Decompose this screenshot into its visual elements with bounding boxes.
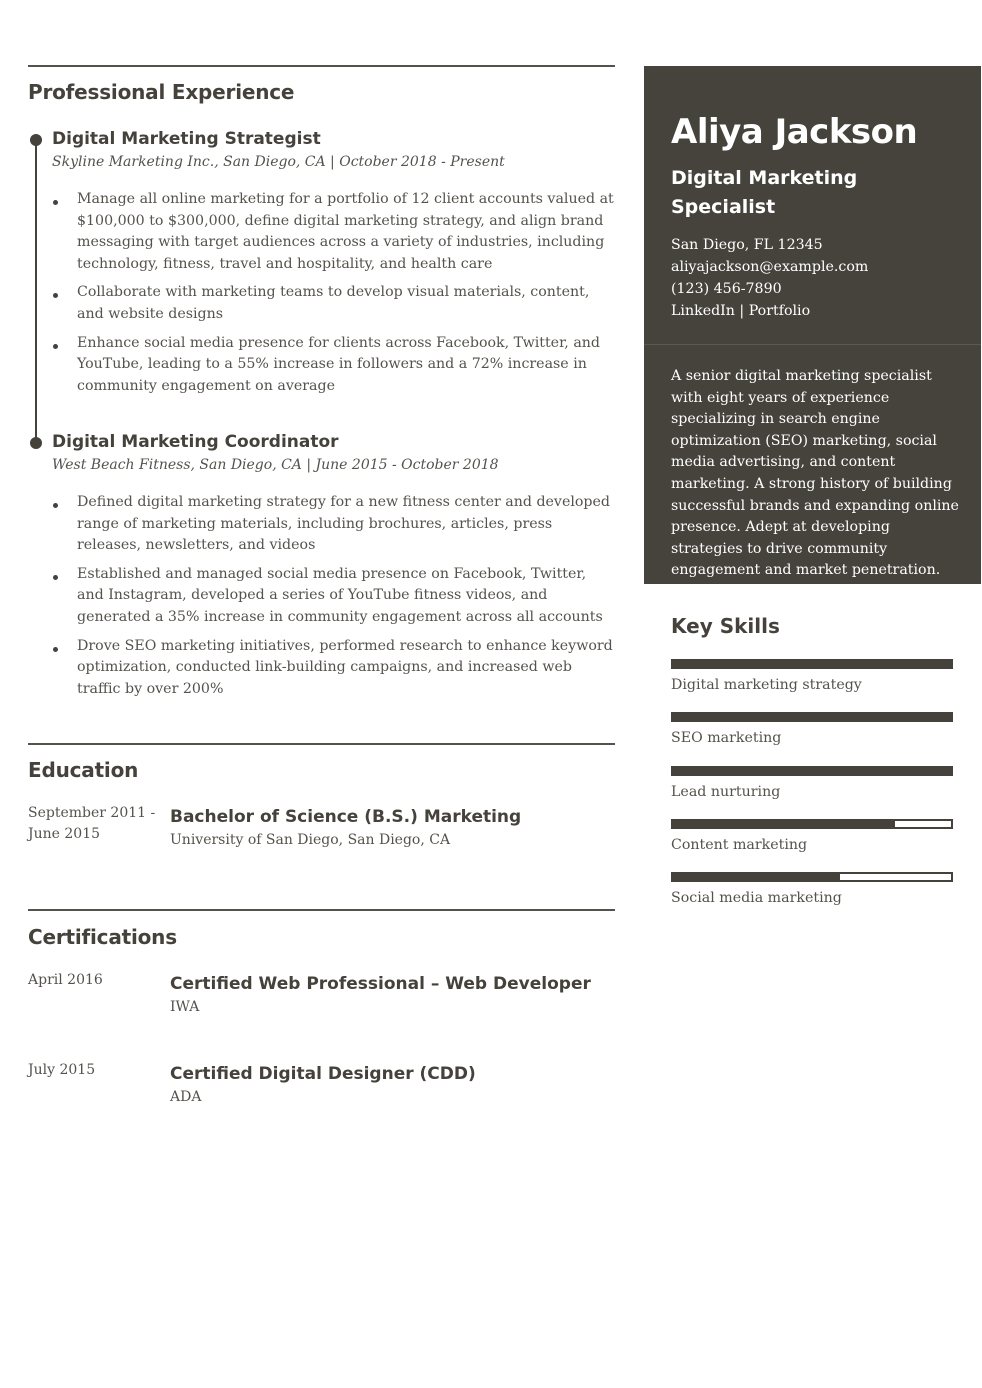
- timeline-dot: [30, 437, 42, 449]
- certifications-heading: Certifications: [28, 925, 177, 949]
- contact-links[interactable]: LinkedIn | Portfolio: [671, 303, 811, 319]
- job-meta: Skyline Marketing Inc., San Diego, CA | October 2018 - Present: [52, 154, 505, 170]
- section-divider: [28, 909, 615, 911]
- job-title: Digital Marketing Coordinator: [52, 432, 339, 452]
- skill-item: [671, 659, 953, 696]
- skill-label: Digital marketing strategy: [671, 677, 862, 693]
- education-date: September 2011 - June 2015: [28, 805, 156, 842]
- certification-issuer: IWA: [170, 999, 200, 1015]
- job-bullet: Collaborate with marketing teams to develop visual materials, content, and website designs: [52, 282, 615, 325]
- skill-meter-fill: [673, 874, 840, 880]
- skill-label: SEO marketing: [671, 730, 782, 746]
- education-heading: Education: [28, 758, 139, 782]
- candidate-name: Aliya Jackson: [671, 112, 918, 152]
- skill-item: [671, 712, 953, 749]
- sidebar-divider: [644, 344, 981, 345]
- job-entry: [52, 127, 615, 404]
- certification-date: July 2015: [28, 1062, 96, 1078]
- job-bullet: Enhance social media presence for clients across Facebook, Twitter, and YouTube, leading to a 55% increase in followers and a 72% increase in community engagement on average: [52, 333, 615, 398]
- section-divider: [28, 65, 615, 67]
- skill-meter: [671, 659, 953, 669]
- job-bullet: Defined digital marketing strategy for a new fitness center and developed range of marketing materials, including brochures, articles, press releases, newsletters, and videos: [52, 492, 615, 557]
- contact-phone: (123) 456-7890: [671, 281, 782, 297]
- skill-meter: [671, 712, 953, 722]
- contact-email[interactable]: aliyajackson@example.com: [671, 259, 869, 275]
- candidate-title: Digital Marketing Specialist: [671, 167, 858, 218]
- skill-label: Lead nurturing: [671, 784, 781, 800]
- job-bullets: [52, 492, 615, 700]
- profile-sidebar: [644, 66, 981, 584]
- school-name: University of San Diego, San Diego, CA: [170, 832, 451, 848]
- skill-meter: [671, 819, 953, 829]
- job-bullets: [52, 189, 615, 397]
- certification-issuer: ADA: [170, 1089, 202, 1105]
- skill-meter: [671, 872, 953, 882]
- section-divider: [28, 743, 615, 745]
- profile-summary: A senior digital marketing specialist with eight years of experience specializing in search engine optimization (SEO) marketing, social media advertising, and content marketing. A strong history of building successful brands and expanding online presence. Adept at developing strategies to drive community engagement and market penetration.: [671, 368, 959, 579]
- job-meta: West Beach Fitness, San Diego, CA | June 2015 - October 2018: [52, 457, 499, 473]
- skill-item: [671, 766, 953, 803]
- skills-heading: Key Skills: [671, 614, 780, 638]
- job-bullet: Established and managed social media presence on Facebook, Twitter, and Instagram, developed a series of YouTube fitness videos, and generated a 35% increase in community engagement across all accounts: [52, 564, 615, 629]
- contact-location: San Diego, FL 12345: [671, 237, 823, 253]
- skill-meter: [671, 766, 953, 776]
- skill-label: Content marketing: [671, 837, 808, 853]
- experience-heading: Professional Experience: [28, 80, 295, 104]
- skill-meter-fill: [673, 714, 951, 720]
- job-title: Digital Marketing Strategist: [52, 129, 321, 149]
- job-bullet: Drove SEO marketing initiatives, performed research to enhance keyword optimization, conducted link-building campaigns, and increased web traffic by over 200%: [52, 636, 615, 701]
- skill-item: [671, 819, 953, 856]
- certification-title: Certified Web Professional – Web Developer: [170, 974, 591, 994]
- skill-meter-fill: [673, 768, 951, 774]
- skill-item: [671, 872, 953, 909]
- skill-label: Social media marketing: [671, 890, 842, 906]
- skills-section: [671, 612, 953, 906]
- job-entry: [52, 430, 615, 707]
- timeline-line: [35, 140, 37, 442]
- timeline-dot: [30, 134, 42, 146]
- skill-meter-fill: [673, 821, 895, 827]
- contact-block: [671, 234, 971, 322]
- degree-title: Bachelor of Science (B.S.) Marketing: [170, 807, 522, 827]
- certification-date: April 2016: [28, 972, 103, 988]
- certification-title: Certified Digital Designer (CDD): [170, 1064, 476, 1084]
- job-bullet: Manage all online marketing for a portfolio of 12 client accounts valued at $100,000 to $300,000, define digital marketing strategy, and align brand messaging with target audiences across a variety of industries, including technology, fitness, travel and hospitality, and health care: [52, 189, 615, 275]
- skill-meter-fill: [673, 661, 951, 667]
